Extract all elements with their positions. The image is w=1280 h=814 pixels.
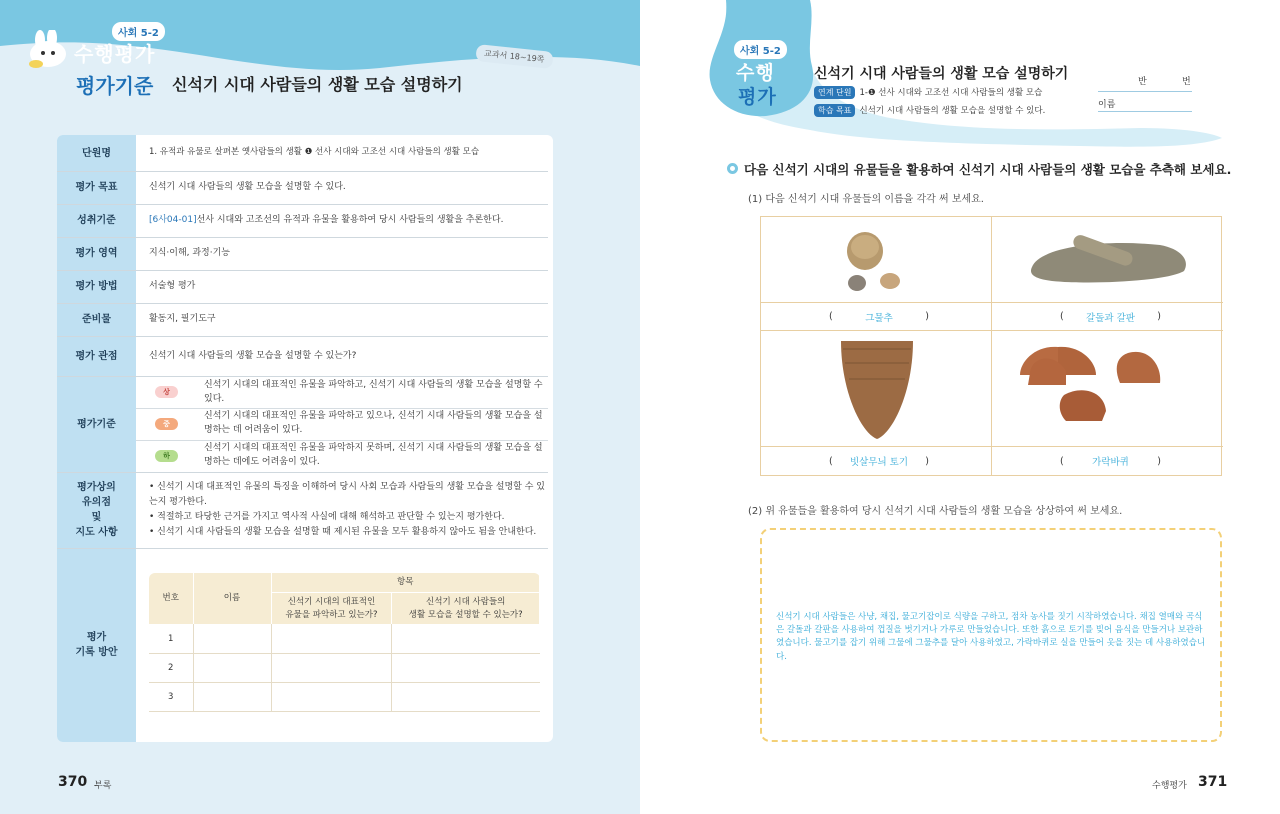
level-badge-high: 상 <box>155 386 178 398</box>
page-number-right: 371 <box>1198 774 1228 790</box>
artifact-cell-net-sinker <box>761 217 992 303</box>
row-text-area: 지식·이해, 과정·기능 <box>149 248 230 259</box>
notes-list <box>149 480 549 539</box>
criteria-text-mid: 신석기 시대의 대표적인 유물을 파악하고 있으나, 신석기 시대 사람들의 생활 모습을 설명하는 데 어려움이 있다. <box>204 411 543 436</box>
row-no: 3 <box>149 682 193 711</box>
criteria-text-high: 신석기 시대의 대표적인 유물을 파악하고, 신석기 시대 사람들의 생활 모습을 설명할 수 있다. <box>204 380 543 405</box>
criteria-text-low: 신석기 시대의 대표적인 유물을 파악하지 못하며, 신석기 시대 사람들의 생활 모습을 설명하는 데에도 어려움이 있다. <box>204 443 543 468</box>
page-label-left: 부록 <box>94 781 112 791</box>
standard-text: 선사 시대와 고조선의 유적과 유물을 활용하여 당시 사람들의 생활을 추론한다. <box>196 215 504 226</box>
level-badge-low: 하 <box>155 450 178 462</box>
row-label-area: 평가 영역 <box>75 248 118 259</box>
answer-slot-4[interactable]: ( 가락바퀴 ) <box>1060 455 1161 468</box>
answer-text: 갈돌과 갈판 <box>1086 312 1135 324</box>
learning-goal <box>814 104 1045 117</box>
note-item: • 적절하고 타당한 근거를 가지고 역사적 사실에 대해 해석하고 판단할 수 있는지 평가한다. <box>149 511 505 522</box>
answer-slot-2[interactable]: ( 갈돌과 갈판 ) <box>992 303 1223 331</box>
logo-subtitle: 평가기준 <box>76 74 154 98</box>
row-text-materials: 활동지, 필기도구 <box>149 314 216 325</box>
col-header-no: 번호 <box>149 573 193 624</box>
col-header-group: 항목 <box>271 573 540 592</box>
right-page <box>640 0 1280 814</box>
standard-code: [6사04-01] <box>149 215 197 226</box>
linked-unit <box>814 86 1042 99</box>
row-label-standard: 성취기준 <box>77 215 116 226</box>
page-label-right: 수행평가 <box>1152 781 1187 791</box>
answer-slot-3[interactable]: ( 빗살무늬 토기 ) <box>761 447 992 475</box>
row-label-goal: 평가 목표 <box>75 182 118 193</box>
name-field[interactable] <box>1098 96 1192 112</box>
row-label-materials: 준비물 <box>82 314 111 325</box>
col-header-a: 신석기 시대의 대표적인 유물을 파악하고 있는가? <box>271 592 392 624</box>
grindstone-image-icon <box>992 217 1222 303</box>
table-row <box>149 682 540 711</box>
question-text: 다음 신석기 시대의 유물들을 활용하여 신석기 시대 사람들의 생활 모습을 추측해 보세요. <box>744 162 1232 177</box>
class-label: 반 <box>1138 77 1147 87</box>
name-label: 이름 <box>1098 100 1116 110</box>
answer-text: 그물추 <box>865 312 893 324</box>
row-label-notes: 평가상의 유의점 및 지도 사항 <box>75 482 118 538</box>
note-item: • 신석기 시대 사람들의 생활 모습을 설명할 때 제시된 유물을 모두 활용하지 않아도 됨을 안내한다. <box>149 526 537 537</box>
page-number-left: 370 <box>58 774 88 790</box>
rabbit-mascot-icon <box>26 30 72 70</box>
answer-text: 빗살무늬 토기 <box>849 457 909 468</box>
logo-text-1: 수행 <box>736 62 775 84</box>
answer-slot-1[interactable]: ( 그물추 ) <box>761 303 992 331</box>
logo-text: 수행평가 <box>74 42 156 66</box>
answer-text-box: 신석기 시대 사람들은 사냥, 채집, 물고기잡이로 식량을 구하고, 점차 농사를 짓기 시작하였습니다. 채집 열매와 곡식은 갈돌과 갈판을 사용하여 껍질을 벗기거나 가루로 만들었습니다. 또한 흙으로 토기를 빚어 음식을 만들거나 보관하였습니다. 물고기를 잡기 위해 그물에 그물추를 달아 사용하였고, 가락바퀴로 실을 만들어 옷을 짓는 데 사용하였습니다. <box>776 612 1206 662</box>
tag-linked-unit: 연계 단원 <box>814 86 855 99</box>
subject-badge: 사회 5-2 <box>112 22 165 41</box>
logo-text-2: 평가 <box>738 86 777 108</box>
sub-question-1: (1) 다음 신석기 시대 유물들의 이름을 각각 써 보세요. <box>748 194 984 205</box>
row-label-record: 평가 기록 방안 <box>75 632 118 658</box>
subject-badge-right: 사회 5-2 <box>734 40 787 59</box>
sub-question-2: (2) 위 유물들을 활용하여 당시 신석기 시대 사람들의 생활 모습을 상상하여 써 보세요. <box>748 506 1123 517</box>
col-header-b: 신석기 시대 사람들의 생활 모습을 설명할 수 있는가? <box>392 592 540 624</box>
criteria-card <box>57 135 553 742</box>
level-badge-mid: 중 <box>155 418 178 430</box>
spindle-whorl-image-icon <box>992 331 1222 447</box>
net-sinker-image-icon <box>761 217 991 303</box>
row-text-standard <box>149 204 545 237</box>
worksheet-title: 신석기 시대 사람들의 생활 모습 설명하기 <box>814 66 1069 82</box>
artifact-cell-pottery <box>761 331 992 447</box>
row-text-goal: 신석기 시대 사람들의 생활 모습을 설명할 수 있다. <box>149 182 346 193</box>
row-label-viewpoint: 평가 관점 <box>75 350 118 362</box>
artifact-cell-grindstone <box>992 217 1223 303</box>
row-text-unit: 1. 유적과 유물로 살펴본 옛사람들의 생활 ❶ 선사 시대와 고조선 시대 사람들의 생활 모습 <box>149 147 480 158</box>
answer-text: 가락바퀴 <box>1092 457 1129 468</box>
table-row <box>149 624 540 653</box>
table-row <box>149 653 540 682</box>
col-header-name: 이름 <box>193 573 271 624</box>
linked-unit-text: 1-❶ 선사 시대와 고조선 시대 사람들의 생활 모습 <box>859 88 1043 98</box>
textbook-ref: 교과서 18~19쪽 <box>475 44 553 69</box>
record-table <box>149 573 540 717</box>
tag-learning-goal: 학습 목표 <box>814 104 855 117</box>
note-item: • 신석기 시대 대표적인 유물의 특징을 이해하여 당시 사회 모습과 사람들의 생활 모습을 설명할 수 있는지 평가한다. <box>149 482 545 507</box>
learning-goal-text: 신석기 시대 사람들의 생활 모습을 설명할 수 있다. <box>859 106 1046 116</box>
number-label: 번 <box>1182 77 1191 87</box>
row-no: 1 <box>149 624 193 653</box>
row-text-viewpoint: 신석기 시대 사람들의 생활 모습을 설명할 수 있는가? <box>149 350 357 361</box>
artifact-grid <box>760 216 1222 476</box>
comb-pattern-pottery-image-icon <box>761 331 991 447</box>
row-label-method: 평가 방법 <box>75 281 118 292</box>
artifact-cell-spindle-whorl <box>992 331 1223 447</box>
row-no: 2 <box>149 653 193 682</box>
row-label-criteria: 평가기준 <box>77 418 116 430</box>
row-label-unit: 단원명 <box>82 147 111 159</box>
page-title: 신석기 시대 사람들의 생활 모습 설명하기 <box>172 75 463 94</box>
row-text-method: 서술형 평가 <box>149 281 196 292</box>
bullet-icon <box>727 163 738 174</box>
class-number-field[interactable] <box>1098 74 1192 92</box>
